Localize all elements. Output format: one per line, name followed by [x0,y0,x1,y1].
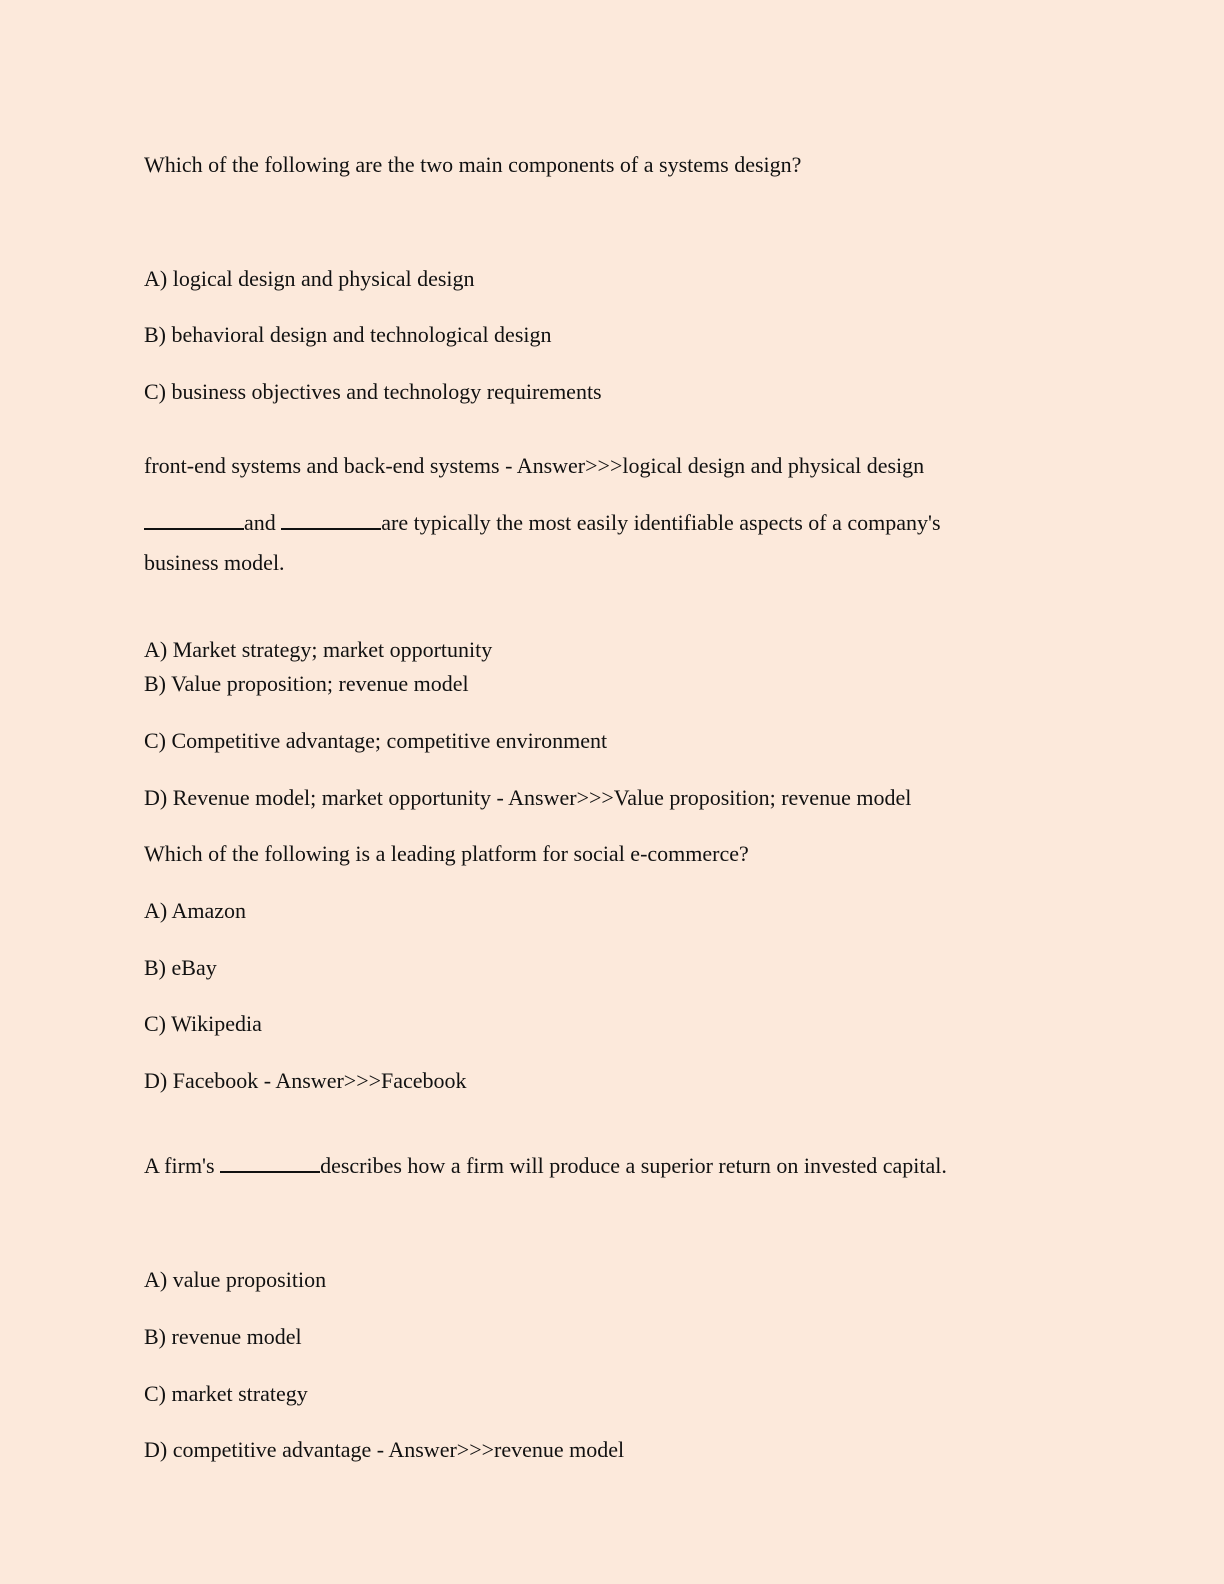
fill-in-blank [281,510,381,530]
q1-question: Which of the following are the two main components of a systems design? [144,152,802,177]
fill-in-blank [220,1153,320,1173]
q4-option-a: A) value proposition [144,1267,327,1292]
q4-option-b: B) revenue model [144,1324,302,1349]
q4-option-d-answer: D) competitive advantage - Answer>>>revenue model [144,1437,625,1462]
q2-question-line2: business model. [144,550,285,575]
q2-question-part2: are typically the most easily identifiable aspects of a company's [381,510,941,535]
q3-option-b: B) eBay [144,955,217,980]
q1-option-d-answer: front-end systems and back-end systems - Answer>>>logical design and physical design [144,453,925,478]
q4-question-part2: describes how a firm will produce a superior return on invested capital. [320,1153,947,1178]
q2-option-c: C) Competitive advantage; competitive environment [144,728,608,753]
q3-question: Which of the following is a leading platform for social e-commerce? [144,841,749,866]
q2-option-d-answer: D) Revenue model; market opportunity - Answer>>>Value proposition; revenue model [144,785,912,810]
q3-option-a: A) Amazon [144,898,247,923]
q2-question-part1: and [244,510,276,535]
fill-in-blank [144,510,244,530]
q2-option-b: B) Value proposition; revenue model [144,671,469,696]
q3-option-c: C) Wikipedia [144,1011,262,1036]
q4-question-part1: A firm's [144,1153,215,1178]
q3-option-d-answer: D) Facebook - Answer>>>Facebook [144,1068,467,1093]
q1-option-a: A) logical design and physical design [144,266,475,291]
q2-question-line1 [144,510,941,536]
q1-option-b: B) behavioral design and technological design [144,322,552,347]
q2-option-a: A) Market strategy; market opportunity [144,637,493,662]
q4-option-c: C) market strategy [144,1381,308,1406]
q4-question [144,1153,947,1179]
q1-option-c: C) business objectives and technology requirements [144,379,602,404]
